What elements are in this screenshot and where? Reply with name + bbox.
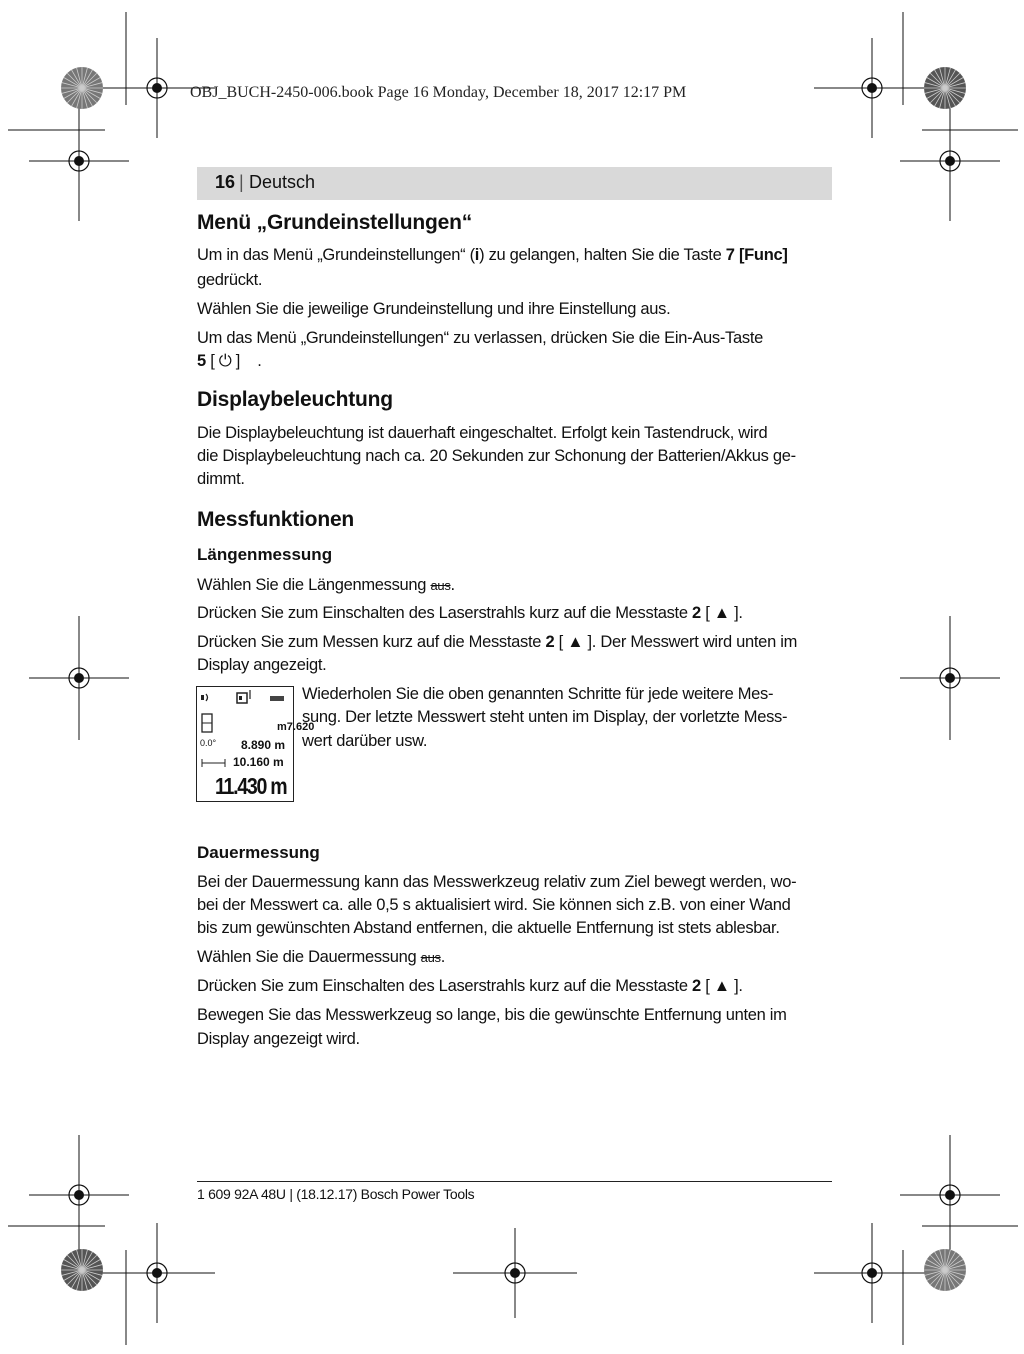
grund-paragraph-2: Wählen Sie die jeweilige Grundeinstellung und ihre Einstellung aus.	[197, 300, 671, 318]
measure-button-icon: [ ▲ ].	[705, 977, 743, 995]
laengen-line-2: Drücken Sie zum Einschalten des Laserstrahls kurz auf die Messtaste 2 [ ▲ ].	[197, 604, 743, 622]
grund-paragraph-3-cont: 5 [ ⏻ ] .	[197, 352, 262, 370]
registration-crosshair-icon	[900, 1135, 1000, 1255]
laengen-line-3: Drücken Sie zum Messen kurz auf die Messtaste 2 [ ▲ ]. Der Messwert wird unten im	[197, 633, 798, 651]
page-language: Deutsch	[249, 172, 316, 192]
figure-text-3: wert darüber usw.	[302, 732, 428, 750]
registration-crosshair-icon	[900, 101, 1000, 221]
laengen-line-4: Display angezeigt.	[197, 656, 327, 674]
registration-crosshair-icon	[29, 101, 129, 221]
continuous-mode-icon: aus	[420, 950, 441, 965]
registration-crosshair-icon	[900, 616, 1000, 740]
registration-crosshair-icon	[29, 1135, 129, 1255]
dauer-line-4: Wählen Sie die Dauermessung aus.	[197, 948, 445, 966]
dauer-line-1: Bei der Dauermessung kann das Messwerkzeug relativ zum Ziel bewegt werden, wo-	[197, 873, 797, 891]
dauer-line-2: bei der Messwert ca. alle 0,5 s aktualisiert wird. Sie können sich z.B. von einer Wand	[197, 896, 791, 914]
dauer-line-7: Display angezeigt wird.	[197, 1030, 360, 1048]
color-registration-disk-icon	[924, 67, 966, 109]
measure-button-icon: [ ▲ ].	[705, 604, 743, 622]
laengen-line-1: Wählen Sie die Längenmessung aus.	[197, 576, 455, 594]
length-mode-icon: aus	[430, 578, 451, 593]
power-icon: [ ⏻ ]	[210, 352, 241, 370]
registration-crosshair-icon	[453, 1228, 577, 1318]
grund-paragraph-1: Um in das Menü „Grundeinstellungen“ (i) zu gelangen, halten Sie die Taste 7 [Func]	[197, 246, 788, 264]
heading-dauermessung: Dauermessung	[197, 843, 320, 862]
page-number: 16	[215, 172, 236, 192]
page-separator: |	[239, 172, 244, 192]
page-header-bar	[197, 167, 832, 200]
dauer-line-3: bis zum gewünschten Abstand entfernen, die aktuelle Entfernung ist stets ablesbar.	[197, 919, 780, 937]
display-line-3: dimmt.	[197, 470, 245, 488]
heading-displaybeleuchtung: Displaybeleuchtung	[197, 388, 393, 411]
display-value-1: m7.620	[277, 721, 315, 733]
registration-crosshair-icon	[29, 616, 129, 740]
display-angle: 0.0°	[200, 738, 217, 748]
figure-text-2: sung. Der letzte Messwert steht unten im Display, der vorletzte Mess-	[302, 708, 788, 726]
color-registration-disk-icon	[61, 67, 103, 109]
display-line-1: Die Displaybeleuchtung ist dauerhaft eingeschaltet. Erfolgt kein Tastendruck, wird	[197, 424, 768, 442]
grund-paragraph-1-cont: gedrückt.	[197, 271, 263, 289]
color-registration-disk-icon	[924, 1249, 966, 1291]
figure-text-1: Wiederholen Sie die oben genannten Schritte für jede weitere Mes-	[302, 685, 774, 703]
grund-paragraph-3: Um das Menü „Grundeinstellungen“ zu verlassen, drücken Sie die Ein-Aus-Taste	[197, 329, 763, 347]
heading-grundeinstellungen: Menü „Grundeinstellungen“	[197, 211, 473, 234]
measure-button-icon: [ ▲ ]	[558, 633, 592, 651]
dauer-line-5: Drücken Sie zum Einschalten des Laserstrahls kurz auf die Messtaste 2 [ ▲ ].	[197, 977, 743, 995]
heading-laengenmessung: Längenmessung	[197, 545, 333, 564]
registration-crosshair-icon	[814, 1223, 930, 1323]
page-footer: 1 609 92A 48U | (18.12.17) Bosch Power Tools	[197, 1186, 475, 1202]
display-value-3: 10.160 m	[233, 755, 284, 769]
length-symbol-icon	[201, 758, 231, 768]
display-value-2: 8.890 m	[241, 738, 286, 752]
dauer-line-6: Bewegen Sie das Messwerkzeug so lange, bis die gewünschte Entfernung unten im	[197, 1006, 787, 1024]
footer-rule	[197, 1181, 832, 1182]
display-figure	[196, 686, 315, 802]
color-registration-disk-icon	[61, 1249, 103, 1291]
print-header: OBJ_BUCH-2450-006.book Page 16 Monday, December 18, 2017 12:17 PM	[190, 84, 687, 101]
heading-messfunktionen: Messfunktionen	[197, 508, 355, 531]
display-main-value: 11.430 m	[215, 773, 287, 799]
display-line-2: die Displaybeleuchtung nach ca. 20 Sekunden zur Schonung der Batterien/Akkus ge-	[197, 447, 796, 465]
registration-crosshair-icon	[99, 1223, 215, 1323]
registration-crosshair-icon	[814, 38, 930, 138]
